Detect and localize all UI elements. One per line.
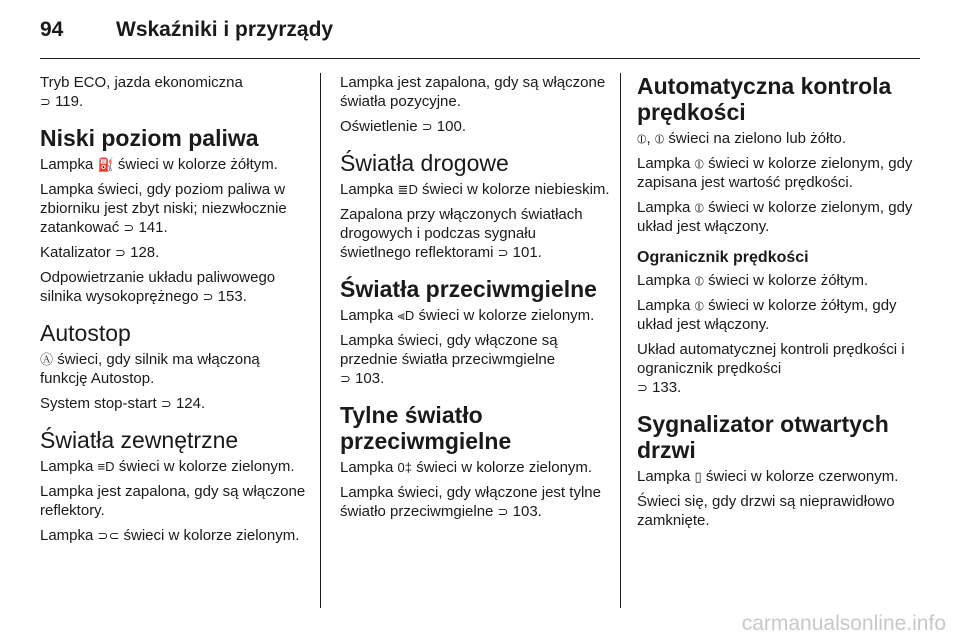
parking-light-icon: ⊃⊂ bbox=[97, 528, 120, 543]
paragraph: Lampka ⦶ świeci w kolorze żółtym. bbox=[637, 272, 869, 289]
page-link[interactable]: 119. bbox=[55, 93, 84, 110]
cruise-control-icon: ⦶ bbox=[637, 131, 647, 146]
page-ref-icon: ⊃ bbox=[40, 94, 51, 109]
paragraph: Lampka ≣D świeci w kolorze niebieskim. bbox=[340, 181, 610, 198]
high-beam-icon: ≣D bbox=[397, 182, 418, 197]
page-link[interactable]: 101. bbox=[512, 244, 542, 261]
column-3 bbox=[637, 73, 922, 536]
paragraph: Lampka jest zapalona, gdy są włączone światła pozycyjne. bbox=[340, 74, 606, 110]
door-open-icon: ▯ bbox=[694, 469, 702, 484]
paragraph: Lampka ⦶ świeci w kolorze zielonym, gdy układ jest włączony. bbox=[637, 199, 913, 235]
paragraph: Lampka ≡D świeci w kolorze zielonym. bbox=[40, 458, 295, 475]
cruise-control-icon: ⦶ bbox=[694, 156, 704, 171]
watermark: carmanualsonline.info bbox=[741, 612, 946, 635]
paragraph: Lampka ▯ świeci w kolorze czerwonym. bbox=[637, 468, 899, 485]
paragraph: Odpowietrzanie układu paliwowego silnika wysokoprężnego ⊃ 153. bbox=[40, 269, 276, 305]
paragraph: Zapalona przy włączonych światłach drogowych i podczas sygnału świetlnego reflektorami ⊃ 101. bbox=[340, 206, 583, 261]
page-title: Wskaźniki i przyrządy bbox=[116, 18, 334, 41]
paragraph: ⦶, ⦶ świeci na zielono lub żółto. bbox=[637, 130, 847, 147]
paragraph: Lampka świeci, gdy włączone są przednie światła przeciwmgielne ⊃ 103. bbox=[340, 332, 558, 387]
page-link[interactable]: 124. bbox=[175, 395, 206, 412]
paragraph: Układ automatycznej kontroli prędkości i ogranicznik prędkości ⊃ 133. bbox=[637, 341, 905, 396]
rear-fog-icon: 0‡ bbox=[397, 460, 413, 475]
speed-limiter-icon: ⦶ bbox=[694, 298, 704, 313]
fuel-pump-icon: ⛽ bbox=[97, 157, 114, 172]
page-ref-icon: ⊃ bbox=[340, 371, 351, 386]
section-heading: Światła zewnętrzne bbox=[40, 427, 239, 453]
column-divider-2 bbox=[620, 73, 621, 608]
paragraph: Lampka ⦶ świeci w kolorze żółtym, gdy układ jest włączony. bbox=[637, 297, 897, 333]
paragraph: Lampka świeci, gdy poziom paliwa w zbiorniku jest zbyt niski; niezwłocznie zatankować ⊃ 141. bbox=[40, 181, 287, 236]
page-link[interactable]: 100. bbox=[436, 118, 466, 135]
autostop-icon: Ⓐ bbox=[40, 352, 54, 367]
speed-limiter-icon: ⦶ bbox=[694, 273, 704, 288]
page-link[interactable]: 153. bbox=[217, 288, 247, 305]
cruise-limiter-icon: ⦶ bbox=[654, 131, 665, 146]
paragraph: Katalizator ⊃ 128. bbox=[40, 244, 160, 261]
column-2 bbox=[340, 73, 610, 527]
page-number: 94 bbox=[40, 18, 64, 41]
page-ref-icon: ⊃ bbox=[637, 380, 648, 395]
section-heading: Sygnalizator otwartych drzwi bbox=[637, 411, 889, 463]
section-heading: Automatyczna kontrola prędkości bbox=[637, 73, 892, 125]
subsection-heading: Ogranicznik prędkości bbox=[637, 249, 809, 266]
page-link[interactable]: 103. bbox=[512, 503, 542, 520]
page-ref-icon: ⊃ bbox=[160, 396, 172, 411]
paragraph: Lampka ⊃⊂ świeci w kolorze zielonym. bbox=[40, 527, 300, 544]
page-ref-icon: ⊃ bbox=[421, 119, 433, 134]
page-link[interactable]: 103. bbox=[355, 370, 385, 387]
paragraph: Oświetlenie ⊃ 100. bbox=[340, 118, 466, 135]
section-heading: Światła drogowe bbox=[340, 150, 509, 176]
cruise-limiter-icon: ⦶ bbox=[694, 200, 704, 215]
page-ref-icon: ⊃ bbox=[497, 245, 509, 260]
paragraph: Ⓐ świeci, gdy silnik ma włączoną funkcję Autostop. bbox=[40, 351, 260, 387]
paragraph: Lampka 0‡ świeci w kolorze zielonym. bbox=[340, 459, 593, 476]
paragraph: Tryb ECO, jazda ekonomiczna ⊃ 119. bbox=[40, 74, 243, 110]
page-link[interactable]: 128. bbox=[130, 244, 160, 261]
page-header bbox=[40, 12, 920, 48]
page-ref-icon: ⊃ bbox=[123, 220, 135, 235]
column-divider-1 bbox=[320, 73, 321, 608]
paragraph: Świeci się, gdy drzwi są nieprawidłowo zamknięte. bbox=[637, 493, 895, 529]
page-link[interactable]: 133. bbox=[652, 379, 682, 396]
low-beam-icon: ≡D bbox=[97, 459, 115, 474]
paragraph: System stop-start ⊃ 124. bbox=[40, 395, 206, 412]
section-heading: Autostop bbox=[40, 320, 131, 346]
front-fog-icon: ⫷D bbox=[397, 308, 415, 323]
page-ref-icon: ⊃ bbox=[115, 245, 126, 260]
paragraph: Lampka jest zapalona, gdy są włączone reflektory. bbox=[40, 483, 306, 519]
page-ref-icon: ⊃ bbox=[497, 504, 509, 519]
header-divider bbox=[40, 58, 920, 59]
column-1 bbox=[40, 73, 310, 551]
section-heading: Tylne światło przeciwmgielne bbox=[340, 402, 512, 454]
paragraph: Lampka świeci, gdy włączone jest tylne światło przeciwmgielne ⊃ 103. bbox=[340, 484, 601, 520]
paragraph: Lampka ⦶ świeci w kolorze zielonym, gdy zapisana jest wartość prędkości. bbox=[637, 155, 913, 191]
page-link[interactable]: 141. bbox=[138, 219, 168, 236]
paragraph: Lampka ⫷D świeci w kolorze zielonym. bbox=[340, 307, 595, 324]
paragraph: Lampka ⛽ świeci w kolorze żółtym. bbox=[40, 156, 278, 173]
page-ref-icon: ⊃ bbox=[202, 289, 214, 304]
section-heading: Niski poziom paliwa bbox=[40, 125, 259, 151]
section-heading: Światła przeciwmgielne bbox=[340, 276, 597, 302]
